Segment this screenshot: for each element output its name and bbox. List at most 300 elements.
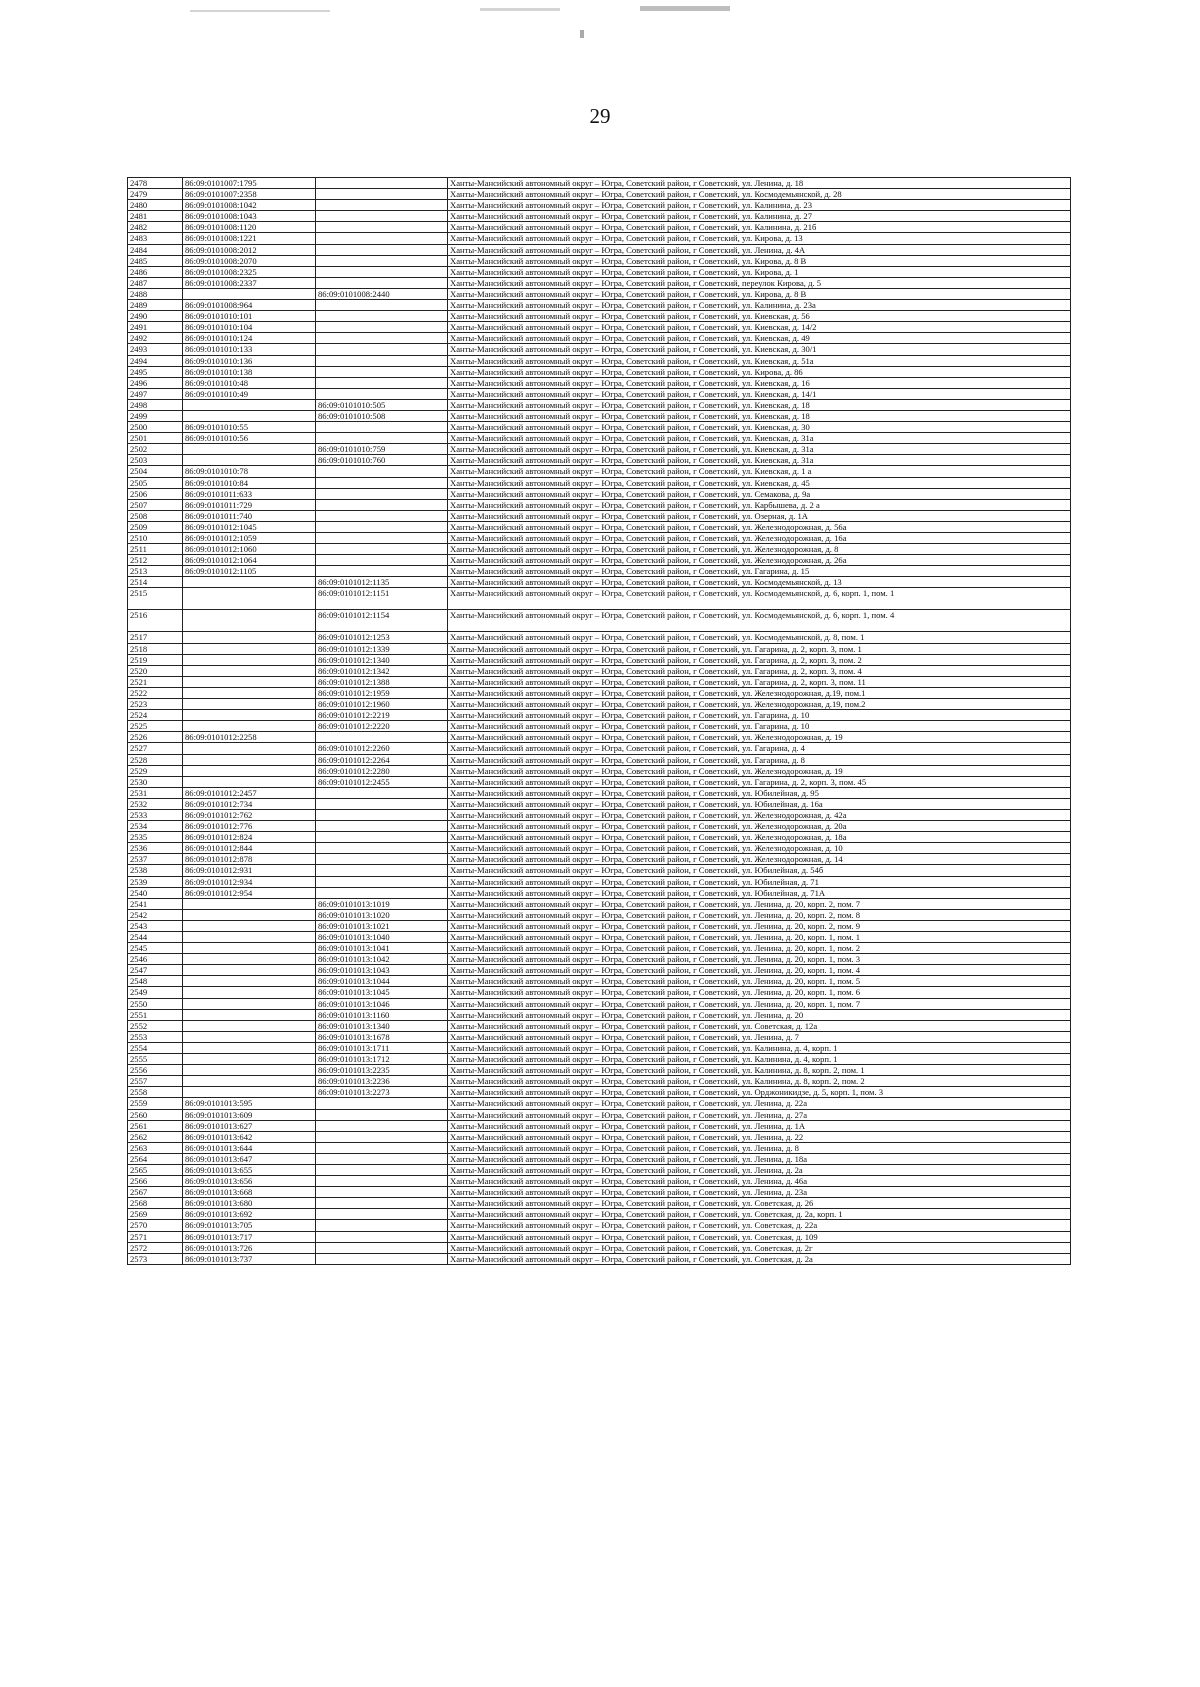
- address-cell: Ханты-Мансийский автономный округ – Югра, Советский район, г Советский, ул. Калинина, д. 8, корп. 2, пом. 1: [448, 1065, 1071, 1076]
- old-cadastral-number-cell: 86:09:0101008:2070: [183, 255, 316, 266]
- row-number-cell: 2510: [128, 533, 183, 544]
- row-number-cell: 2568: [128, 1198, 183, 1209]
- old-cadastral-number-cell: 86:09:0101012:1105: [183, 566, 316, 577]
- new-cadastral-number-cell: 86:09:0101012:1960: [316, 699, 448, 710]
- new-cadastral-number-cell: [316, 1198, 448, 1209]
- new-cadastral-number-cell: [316, 277, 448, 288]
- address-cell: Ханты-Мансийский автономный округ – Югра, Советский район, г Советский, ул. Ленина, д. 27а: [448, 1109, 1071, 1120]
- old-cadastral-number-cell: 86:09:0101012:762: [183, 809, 316, 820]
- old-cadastral-number-cell: 86:09:0101008:1042: [183, 200, 316, 211]
- new-cadastral-number-cell: [316, 300, 448, 311]
- row-number-cell: 2507: [128, 499, 183, 510]
- old-cadastral-number-cell: [183, 743, 316, 754]
- old-cadastral-number-cell: [183, 898, 316, 909]
- row-number-cell: 2517: [128, 632, 183, 643]
- row-number-cell: 2563: [128, 1142, 183, 1153]
- old-cadastral-number-cell: [183, 932, 316, 943]
- address-cell: Ханты-Мансийский автономный округ – Югра, Советский район, г Советский, ул. Киевская, д. 45: [448, 477, 1071, 488]
- address-cell: Ханты-Мансийский автономный округ – Югра, Советский район, г Советский, ул. Киевская, д. 31а: [448, 455, 1071, 466]
- table-row: [128, 333, 1071, 344]
- address-cell: Ханты-Мансийский автономный округ – Югра, Советский район, г Советский, ул. Калинина, д. 23а: [448, 300, 1071, 311]
- table-row: [128, 1176, 1071, 1187]
- new-cadastral-number-cell: 86:09:0101012:1388: [316, 676, 448, 687]
- table-row: [128, 344, 1071, 355]
- address-cell: Ханты-Мансийский автономный округ – Югра, Советский район, г Советский, ул. Юбилейная, д. 71А: [448, 887, 1071, 898]
- address-cell: Ханты-Мансийский автономный округ – Югра, Советский район, г Советский, ул. Киевская, д. 14/1: [448, 388, 1071, 399]
- new-cadastral-number-cell: [316, 521, 448, 532]
- address-cell: Ханты-Мансийский автономный округ – Югра, Советский район, г Советский, ул. Юбилейная, д. 95: [448, 787, 1071, 798]
- new-cadastral-number-cell: [316, 211, 448, 222]
- row-number-cell: 2572: [128, 1242, 183, 1253]
- address-cell: Ханты-Мансийский автономный округ – Югра, Советский район, г Советский, ул. Киевская, д. 31а: [448, 433, 1071, 444]
- address-cell: Ханты-Мансийский автономный округ – Югра, Советский район, г Советский, ул. Семакова, д. 9а: [448, 488, 1071, 499]
- row-number-cell: 2543: [128, 920, 183, 931]
- old-cadastral-number-cell: 86:09:0101010:138: [183, 366, 316, 377]
- table-row: [128, 732, 1071, 743]
- old-cadastral-number-cell: [183, 1076, 316, 1087]
- old-cadastral-number-cell: 86:09:0101012:2457: [183, 787, 316, 798]
- address-cell: Ханты-Мансийский автономный округ – Югра, Советский район, г Советский, ул. Ленина, д. 22а: [448, 1098, 1071, 1109]
- row-number-cell: 2498: [128, 399, 183, 410]
- new-cadastral-number-cell: 86:09:0101012:1342: [316, 665, 448, 676]
- table-row: [128, 178, 1071, 189]
- old-cadastral-number-cell: [183, 998, 316, 1009]
- old-cadastral-number-cell: [183, 1020, 316, 1031]
- table-row: [128, 222, 1071, 233]
- old-cadastral-number-cell: [183, 610, 316, 632]
- table-row: [128, 1109, 1071, 1120]
- row-number-cell: 2509: [128, 521, 183, 532]
- new-cadastral-number-cell: 86:09:0101013:1711: [316, 1042, 448, 1053]
- table-row: [128, 300, 1071, 311]
- old-cadastral-number-cell: 86:09:0101012:931: [183, 865, 316, 876]
- table-row: [128, 1187, 1071, 1198]
- old-cadastral-number-cell: 86:09:0101013:656: [183, 1176, 316, 1187]
- new-cadastral-number-cell: 86:09:0101012:2260: [316, 743, 448, 754]
- old-cadastral-number-cell: [183, 288, 316, 299]
- table-row: [128, 776, 1071, 787]
- old-cadastral-number-cell: 86:09:0101008:1120: [183, 222, 316, 233]
- row-number-cell: 2487: [128, 277, 183, 288]
- table-row: [128, 399, 1071, 410]
- address-cell: Ханты-Мансийский автономный округ – Югра, Советский район, г Советский, ул. Железнодорожная, д. 18а: [448, 832, 1071, 843]
- old-cadastral-number-cell: [183, 754, 316, 765]
- old-cadastral-number-cell: 86:09:0101007:1795: [183, 178, 316, 189]
- row-number-cell: 2553: [128, 1031, 183, 1042]
- table-row: [128, 954, 1071, 965]
- address-cell: Ханты-Мансийский автономный округ – Югра, Советский район, г Советский, ул. Железнодорожная, д. 8: [448, 544, 1071, 555]
- address-cell: Ханты-Мансийский автономный округ – Югра, Советский район, г Советский, ул. Юбилейная, д. 71: [448, 876, 1071, 887]
- address-cell: Ханты-Мансийский автономный округ – Югра, Советский район, г Советский, ул. Ленина, д. 20, корп. 1, пом. 5: [448, 976, 1071, 987]
- new-cadastral-number-cell: 86:09:0101012:1253: [316, 632, 448, 643]
- old-cadastral-number-cell: 86:09:0101012:2258: [183, 732, 316, 743]
- row-number-cell: 2524: [128, 710, 183, 721]
- row-number-cell: 2512: [128, 555, 183, 566]
- table-row: [128, 1031, 1071, 1042]
- row-number-cell: 2550: [128, 998, 183, 1009]
- old-cadastral-number-cell: [183, 920, 316, 931]
- old-cadastral-number-cell: 86:09:0101013:655: [183, 1164, 316, 1175]
- address-cell: Ханты-Мансийский автономный округ – Югра, Советский район, г Советский, ул. Кирова, д. 8 В: [448, 288, 1071, 299]
- address-cell: Ханты-Мансийский автономный округ – Югра, Советский район, г Советский, ул. Киевская, д. 49: [448, 333, 1071, 344]
- table-row: [128, 1209, 1071, 1220]
- address-cell: Ханты-Мансийский автономный округ – Югра, Советский район, г Советский, ул. Калинина, д. 8, корп. 2, пом. 2: [448, 1076, 1071, 1087]
- old-cadastral-number-cell: 86:09:0101008:964: [183, 300, 316, 311]
- table-row: [128, 288, 1071, 299]
- new-cadastral-number-cell: 86:09:0101013:1020: [316, 909, 448, 920]
- new-cadastral-number-cell: 86:09:0101013:1043: [316, 965, 448, 976]
- old-cadastral-number-cell: 86:09:0101013:644: [183, 1142, 316, 1153]
- row-number-cell: 2522: [128, 687, 183, 698]
- table-row: [128, 932, 1071, 943]
- address-cell: Ханты-Мансийский автономный округ – Югра, Советский район, г Советский, ул. Киевская, д. 14/2: [448, 322, 1071, 333]
- row-number-cell: 2546: [128, 954, 183, 965]
- row-number-cell: 2495: [128, 366, 183, 377]
- registry-table-body: [128, 178, 1071, 1265]
- table-row: [128, 1131, 1071, 1142]
- old-cadastral-number-cell: 86:09:0101013:627: [183, 1120, 316, 1131]
- new-cadastral-number-cell: [316, 477, 448, 488]
- table-row: [128, 521, 1071, 532]
- row-number-cell: 2519: [128, 654, 183, 665]
- table-row: [128, 943, 1071, 954]
- address-cell: Ханты-Мансийский автономный округ – Югра, Советский район, г Советский, ул. Железнодорожная, д.19, пом.2: [448, 699, 1071, 710]
- row-number-cell: 2514: [128, 577, 183, 588]
- table-row: [128, 687, 1071, 698]
- row-number-cell: 2492: [128, 333, 183, 344]
- old-cadastral-number-cell: 86:09:0101008:1221: [183, 233, 316, 244]
- address-cell: Ханты-Мансийский автономный округ – Югра, Советский район, г Советский, ул. Ленина, д. 23а: [448, 1187, 1071, 1198]
- address-cell: Ханты-Мансийский автономный округ – Югра, Советский район, г Советский, ул. Железнодорожная, д. 19: [448, 765, 1071, 776]
- new-cadastral-number-cell: [316, 333, 448, 344]
- table-row: [128, 998, 1071, 1009]
- new-cadastral-number-cell: [316, 488, 448, 499]
- old-cadastral-number-cell: [183, 676, 316, 687]
- new-cadastral-number-cell: 86:09:0101012:1959: [316, 687, 448, 698]
- address-cell: Ханты-Мансийский автономный округ – Югра, Советский район, г Советский, ул. Ленина, д. 20, корп. 1, пом. 4: [448, 965, 1071, 976]
- address-cell: Ханты-Мансийский автономный округ – Югра, Советский район, г Советский, ул. Космодемьянской, д. 13: [448, 577, 1071, 588]
- row-number-cell: 2486: [128, 266, 183, 277]
- row-number-cell: 2480: [128, 200, 183, 211]
- table-row: [128, 610, 1071, 632]
- table-row: [128, 654, 1071, 665]
- new-cadastral-number-cell: [316, 566, 448, 577]
- address-cell: Ханты-Мансийский автономный округ – Югра, Советский район, г Советский, ул. Ленина, д. 4А: [448, 244, 1071, 255]
- row-number-cell: 2533: [128, 809, 183, 820]
- address-cell: Ханты-Мансийский автономный округ – Югра, Советский район, г Советский, ул. Советская, д. 22а: [448, 1220, 1071, 1231]
- row-number-cell: 2536: [128, 843, 183, 854]
- address-cell: Ханты-Мансийский автономный округ – Югра, Советский район, г Советский, ул. Ленина, д. 20, корп. 2, пом. 7: [448, 898, 1071, 909]
- row-number-cell: 2516: [128, 610, 183, 632]
- table-row: [128, 244, 1071, 255]
- address-cell: Ханты-Мансийский автономный округ – Югра, Советский район, г Советский, ул. Ленина, д. 7: [448, 1031, 1071, 1042]
- row-number-cell: 2528: [128, 754, 183, 765]
- new-cadastral-number-cell: 86:09:0101010:760: [316, 455, 448, 466]
- new-cadastral-number-cell: 86:09:0101010:759: [316, 444, 448, 455]
- address-cell: Ханты-Мансийский автономный округ – Югра, Советский район, г Советский, ул. Кирова, д. 86: [448, 366, 1071, 377]
- old-cadastral-number-cell: 86:09:0101013:726: [183, 1242, 316, 1253]
- old-cadastral-number-cell: [183, 455, 316, 466]
- address-cell: Ханты-Мансийский автономный округ – Югра, Советский район, г Советский, ул. Гагарина, д. 10: [448, 721, 1071, 732]
- table-row: [128, 721, 1071, 732]
- old-cadastral-number-cell: [183, 776, 316, 787]
- row-number-cell: 2504: [128, 466, 183, 477]
- old-cadastral-number-cell: 86:09:0101012:878: [183, 854, 316, 865]
- table-row: [128, 665, 1071, 676]
- address-cell: Ханты-Мансийский автономный округ – Югра, Советский район, г Советский, ул. Киевская, д. 16: [448, 377, 1071, 388]
- old-cadastral-number-cell: 86:09:0101010:84: [183, 477, 316, 488]
- old-cadastral-number-cell: 86:09:0101013:647: [183, 1153, 316, 1164]
- row-number-cell: 2501: [128, 433, 183, 444]
- table-row: [128, 699, 1071, 710]
- row-number-cell: 2539: [128, 876, 183, 887]
- row-number-cell: 2478: [128, 178, 183, 189]
- row-number-cell: 2556: [128, 1065, 183, 1076]
- old-cadastral-number-cell: 86:09:0101010:48: [183, 377, 316, 388]
- new-cadastral-number-cell: [316, 1153, 448, 1164]
- table-row: [128, 1142, 1071, 1153]
- row-number-cell: 2523: [128, 699, 183, 710]
- table-row: [128, 1253, 1071, 1264]
- address-cell: Ханты-Мансийский автономный округ – Югра, Советский район, г Советский, ул. Киевская, д. 1 а: [448, 466, 1071, 477]
- address-cell: Ханты-Мансийский автономный округ – Югра, Советский район, г Советский, ул. Железнодорожная, д. 56а: [448, 521, 1071, 532]
- row-number-cell: 2571: [128, 1231, 183, 1242]
- address-cell: Ханты-Мансийский автономный округ – Югра, Советский район, г Советский, ул. Ленина, д. 20, корп. 1, пом. 1: [448, 932, 1071, 943]
- new-cadastral-number-cell: [316, 466, 448, 477]
- scan-artifact: [480, 8, 560, 11]
- table-row: [128, 211, 1071, 222]
- row-number-cell: 2515: [128, 588, 183, 610]
- old-cadastral-number-cell: [183, 399, 316, 410]
- address-cell: Ханты-Мансийский автономный округ – Югра, Советский район, г Советский, ул. Ленина, д. 22: [448, 1131, 1071, 1142]
- row-number-cell: 2496: [128, 377, 183, 388]
- address-cell: Ханты-Мансийский автономный округ – Югра, Советский район, г Советский, переулок Кирова, д. 5: [448, 277, 1071, 288]
- row-number-cell: 2494: [128, 355, 183, 366]
- row-number-cell: 2525: [128, 721, 183, 732]
- old-cadastral-number-cell: 86:09:0101013:717: [183, 1231, 316, 1242]
- new-cadastral-number-cell: [316, 1209, 448, 1220]
- row-number-cell: 2570: [128, 1220, 183, 1231]
- new-cadastral-number-cell: 86:09:0101013:1160: [316, 1009, 448, 1020]
- table-row: [128, 1120, 1071, 1131]
- row-number-cell: 2491: [128, 322, 183, 333]
- old-cadastral-number-cell: [183, 687, 316, 698]
- address-cell: Ханты-Мансийский автономный округ – Югра, Советский район, г Советский, ул. Киевская, д. 18: [448, 410, 1071, 421]
- table-row: [128, 577, 1071, 588]
- table-row: [128, 1098, 1071, 1109]
- table-row: [128, 355, 1071, 366]
- old-cadastral-number-cell: 86:09:0101013:705: [183, 1220, 316, 1231]
- address-cell: Ханты-Мансийский автономный округ – Югра, Советский район, г Советский, ул. Космодемьянской, д. 6, корп. 1, пом. 4: [448, 610, 1071, 632]
- address-cell: Ханты-Мансийский автономный округ – Югра, Советский район, г Советский, ул. Ленина, д. 18а: [448, 1153, 1071, 1164]
- table-row: [128, 555, 1071, 566]
- table-row: [128, 1087, 1071, 1098]
- table-row: [128, 189, 1071, 200]
- row-number-cell: 2541: [128, 898, 183, 909]
- table-row: [128, 1231, 1071, 1242]
- new-cadastral-number-cell: 86:09:0101012:2264: [316, 754, 448, 765]
- address-cell: Ханты-Мансийский автономный округ – Югра, Советский район, г Советский, ул. Ленина, д. 1А: [448, 1120, 1071, 1131]
- new-cadastral-number-cell: 86:09:0101012:2220: [316, 721, 448, 732]
- old-cadastral-number-cell: 86:09:0101008:1043: [183, 211, 316, 222]
- old-cadastral-number-cell: [183, 654, 316, 665]
- old-cadastral-number-cell: 86:09:0101007:2358: [183, 189, 316, 200]
- table-row: [128, 277, 1071, 288]
- new-cadastral-number-cell: [316, 876, 448, 887]
- address-cell: Ханты-Мансийский автономный округ – Югра, Советский район, г Советский, ул. Гагарина, д. 2, корп. 3, пом. 11: [448, 676, 1071, 687]
- old-cadastral-number-cell: 86:09:0101010:136: [183, 355, 316, 366]
- row-number-cell: 2532: [128, 798, 183, 809]
- old-cadastral-number-cell: [183, 710, 316, 721]
- old-cadastral-number-cell: [183, 1087, 316, 1098]
- old-cadastral-number-cell: [183, 1009, 316, 1020]
- table-row: [128, 433, 1071, 444]
- old-cadastral-number-cell: 86:09:0101010:104: [183, 322, 316, 333]
- address-cell: Ханты-Мансийский автономный округ – Югра, Советский район, г Советский, ул. Железнодорожная, д. 10: [448, 843, 1071, 854]
- new-cadastral-number-cell: [316, 355, 448, 366]
- table-row: [128, 233, 1071, 244]
- table-row: [128, 1065, 1071, 1076]
- address-cell: Ханты-Мансийский автономный округ – Югра, Советский район, г Советский, ул. Гагарина, д. 10: [448, 710, 1071, 721]
- old-cadastral-number-cell: 86:09:0101011:729: [183, 499, 316, 510]
- old-cadastral-number-cell: [183, 632, 316, 643]
- old-cadastral-number-cell: [183, 909, 316, 920]
- table-row: [128, 410, 1071, 421]
- address-cell: Ханты-Мансийский автономный округ – Югра, Советский район, г Советский, ул. Железнодорожная, д. 42а: [448, 809, 1071, 820]
- old-cadastral-number-cell: [183, 1065, 316, 1076]
- address-cell: Ханты-Мансийский автономный округ – Югра, Советский район, г Советский, ул. Гагарина, д. 2, корп. 3, пом. 4: [448, 665, 1071, 676]
- table-row: [128, 909, 1071, 920]
- table-row: [128, 887, 1071, 898]
- old-cadastral-number-cell: [183, 1031, 316, 1042]
- new-cadastral-number-cell: 86:09:0101012:1135: [316, 577, 448, 588]
- address-cell: Ханты-Мансийский автономный округ – Югра, Советский район, г Советский, ул. Кирова, д. 1: [448, 266, 1071, 277]
- table-row: [128, 488, 1071, 499]
- table-row: [128, 444, 1071, 455]
- row-number-cell: 2502: [128, 444, 183, 455]
- old-cadastral-number-cell: [183, 976, 316, 987]
- row-number-cell: 2521: [128, 676, 183, 687]
- row-number-cell: 2565: [128, 1164, 183, 1175]
- address-cell: Ханты-Мансийский автономный округ – Югра, Советский район, г Советский, ул. Ленина, д. 20, корп. 1, пом. 7: [448, 998, 1071, 1009]
- new-cadastral-number-cell: 86:09:0101012:1151: [316, 588, 448, 610]
- new-cadastral-number-cell: 86:09:0101010:505: [316, 399, 448, 410]
- table-row: [128, 854, 1071, 865]
- new-cadastral-number-cell: [316, 1098, 448, 1109]
- row-number-cell: 2573: [128, 1253, 183, 1264]
- table-row: [128, 1009, 1071, 1020]
- old-cadastral-number-cell: [183, 588, 316, 610]
- scan-artifact: [640, 6, 730, 11]
- new-cadastral-number-cell: 86:09:0101013:2236: [316, 1076, 448, 1087]
- table-row: [128, 455, 1071, 466]
- address-cell: Ханты-Мансийский автономный округ – Югра, Советский район, г Советский, ул. Киевская, д. 30: [448, 422, 1071, 433]
- row-number-cell: 2549: [128, 987, 183, 998]
- new-cadastral-number-cell: 86:09:0101013:1678: [316, 1031, 448, 1042]
- table-row: [128, 765, 1071, 776]
- new-cadastral-number-cell: 86:09:0101012:1340: [316, 654, 448, 665]
- table-row: [128, 200, 1071, 211]
- new-cadastral-number-cell: 86:09:0101013:1340: [316, 1020, 448, 1031]
- old-cadastral-number-cell: 86:09:0101012:844: [183, 843, 316, 854]
- new-cadastral-number-cell: [316, 510, 448, 521]
- row-number-cell: 2530: [128, 776, 183, 787]
- row-number-cell: 2545: [128, 943, 183, 954]
- row-number-cell: 2559: [128, 1098, 183, 1109]
- new-cadastral-number-cell: [316, 255, 448, 266]
- new-cadastral-number-cell: [316, 189, 448, 200]
- table-row: [128, 1164, 1071, 1175]
- row-number-cell: 2500: [128, 422, 183, 433]
- old-cadastral-number-cell: 86:09:0101008:2012: [183, 244, 316, 255]
- table-row: [128, 1242, 1071, 1253]
- table-row: [128, 876, 1071, 887]
- old-cadastral-number-cell: [183, 699, 316, 710]
- old-cadastral-number-cell: 86:09:0101008:2337: [183, 277, 316, 288]
- table-row: [128, 643, 1071, 654]
- table-row: [128, 266, 1071, 277]
- row-number-cell: 2561: [128, 1120, 183, 1131]
- new-cadastral-number-cell: [316, 1109, 448, 1120]
- address-cell: Ханты-Мансийский автономный округ – Югра, Советский район, г Советский, ул. Ленина, д. 20, корп. 1, пом. 3: [448, 954, 1071, 965]
- table-row: [128, 754, 1071, 765]
- address-cell: Ханты-Мансийский автономный округ – Югра, Советский район, г Советский, ул. Ленина, д. 20: [448, 1009, 1071, 1020]
- table-row: [128, 510, 1071, 521]
- row-number-cell: 2560: [128, 1109, 183, 1120]
- old-cadastral-number-cell: 86:09:0101010:49: [183, 388, 316, 399]
- address-cell: Ханты-Мансийский автономный округ – Югра, Советский район, г Советский, ул. Советская, д. 2г: [448, 1242, 1071, 1253]
- row-number-cell: 2534: [128, 821, 183, 832]
- address-cell: Ханты-Мансийский автономный округ – Югра, Советский район, г Советский, ул. Космодемьянской, д. 8, пом. 1: [448, 632, 1071, 643]
- table-row: [128, 843, 1071, 854]
- row-number-cell: 2511: [128, 544, 183, 555]
- table-row: [128, 710, 1071, 721]
- address-cell: Ханты-Мансийский автономный округ – Югра, Советский район, г Советский, ул. Гагарина, д. 2, корп. 3, пом. 45: [448, 776, 1071, 787]
- row-number-cell: 2505: [128, 477, 183, 488]
- new-cadastral-number-cell: [316, 266, 448, 277]
- table-row: [128, 920, 1071, 931]
- table-row: [128, 798, 1071, 809]
- old-cadastral-number-cell: 86:09:0101013:692: [183, 1209, 316, 1220]
- new-cadastral-number-cell: [316, 1176, 448, 1187]
- new-cadastral-number-cell: 86:09:0101010:508: [316, 410, 448, 421]
- old-cadastral-number-cell: [183, 721, 316, 732]
- old-cadastral-number-cell: [183, 943, 316, 954]
- new-cadastral-number-cell: 86:09:0101012:1339: [316, 643, 448, 654]
- address-cell: Ханты-Мансийский автономный округ – Югра, Советский район, г Советский, ул. Железнодорожная, д. 14: [448, 854, 1071, 865]
- new-cadastral-number-cell: [316, 222, 448, 233]
- new-cadastral-number-cell: [316, 555, 448, 566]
- address-cell: Ханты-Мансийский автономный округ – Югра, Советский район, г Советский, ул. Киевская, д. 30/1: [448, 344, 1071, 355]
- address-cell: Ханты-Мансийский автономный округ – Югра, Советский район, г Советский, ул. Ленина, д. 20, корп. 1, пом. 6: [448, 987, 1071, 998]
- address-cell: Ханты-Мансийский автономный округ – Югра, Советский район, г Советский, ул. Калинина, д. 27: [448, 211, 1071, 222]
- new-cadastral-number-cell: [316, 1253, 448, 1264]
- address-cell: Ханты-Мансийский автономный округ – Югра, Советский район, г Советский, ул. Железнодорожная, д. 20а: [448, 821, 1071, 832]
- new-cadastral-number-cell: [316, 798, 448, 809]
- old-cadastral-number-cell: [183, 577, 316, 588]
- address-cell: Ханты-Мансийский автономный округ – Югра, Советский район, г Советский, ул. Космодемьянской, д. 28: [448, 189, 1071, 200]
- row-number-cell: 2548: [128, 976, 183, 987]
- new-cadastral-number-cell: [316, 821, 448, 832]
- new-cadastral-number-cell: [316, 843, 448, 854]
- row-number-cell: 2527: [128, 743, 183, 754]
- table-row: [128, 388, 1071, 399]
- row-number-cell: 2566: [128, 1176, 183, 1187]
- new-cadastral-number-cell: 86:09:0101012:1154: [316, 610, 448, 632]
- new-cadastral-number-cell: [316, 533, 448, 544]
- row-number-cell: 2490: [128, 311, 183, 322]
- new-cadastral-number-cell: [316, 178, 448, 189]
